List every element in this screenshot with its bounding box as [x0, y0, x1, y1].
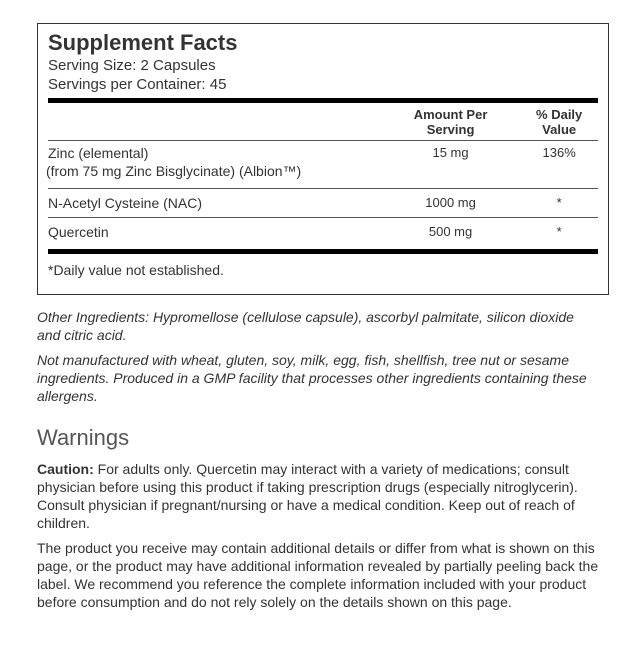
amount-header-line1: Amount Per — [413, 107, 488, 122]
daily-value-column-header — [520, 107, 598, 140]
dv-header-line2: Value — [542, 122, 577, 137]
nutrient-amount: 1000 mg — [425, 195, 476, 210]
nutrient-name: N-Acetyl Cysteine (NAC) — [48, 195, 203, 211]
facts-column-header — [48, 103, 598, 141]
caution-text: For adults only. Quercetin may interact with a variety of medications; consult physician before using this product if taking prescription drugs (especially nitroglycerin). Consult physician if pregnant/nursing or have a medical condition. Keep out of reach of children. — [37, 461, 578, 531]
nutrient-daily-value: 136% — [542, 145, 576, 160]
nutrient-column-header — [48, 107, 381, 140]
nutrient-name-line1: Zinc (elemental) — [48, 145, 149, 161]
serving-size: Serving Size: 2 Capsules — [48, 57, 216, 74]
nutrient-amount: 15 mg — [432, 145, 469, 160]
product-disclaimer: The product you receive may contain additional details or differ from what is shown on this page, or the product may have additional information revealed by partially peeling back the label. We recommend you reference the complete information included with your product before consumption and do not rely solely on the details shown on this page. — [37, 540, 599, 610]
amount-header-line2: Serving — [426, 122, 475, 137]
amount-column-header — [381, 107, 521, 140]
servings-per-container: Servings per Container: 45 — [48, 76, 227, 93]
facts-footnote: *Daily value not established. — [48, 262, 224, 278]
other-ingredients: Other Ingredients: Hypromellose (cellulose capsule), ascorbyl palmitate, silicon dioxide and citric acid. — [37, 309, 574, 343]
table-row — [48, 189, 598, 218]
nutrient-daily-value: * — [556, 195, 562, 210]
nutrient-name — [48, 144, 381, 188]
nutrient-daily-value: * — [556, 224, 562, 239]
nutrient-name-line2: (from 75 mg Zinc Bisglycinate) (Albion™) — [46, 163, 302, 179]
facts-title: Supplement Facts — [48, 30, 238, 55]
nutrient-amount: 500 mg — [428, 224, 473, 239]
supplement-facts-panel — [37, 23, 609, 295]
allergen-statement: Not manufactured with wheat, gluten, soy, milk, egg, fish, shellfish, tree nut or sesame ingredients. Produced in a GMP facility that processes other ingredients containing these allergens. — [37, 352, 587, 404]
table-row — [48, 141, 598, 189]
nutrient-name: Quercetin — [48, 224, 109, 240]
warnings-heading: Warnings — [37, 425, 130, 450]
caution-paragraph — [37, 460, 609, 532]
caution-label: Caution: — [37, 461, 94, 477]
table-row — [48, 218, 598, 249]
dv-header-line1: % Daily — [536, 107, 583, 122]
